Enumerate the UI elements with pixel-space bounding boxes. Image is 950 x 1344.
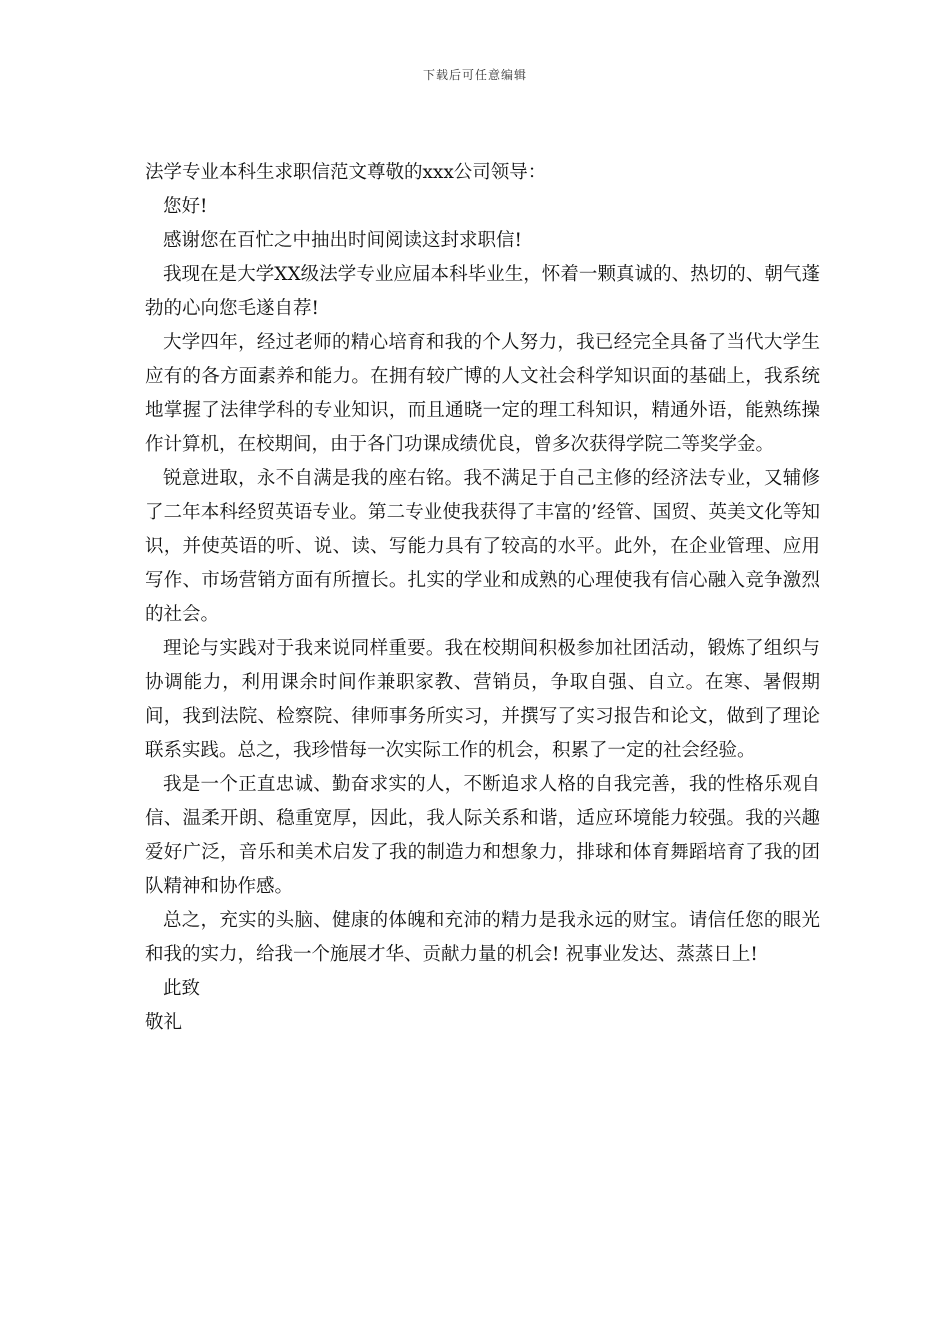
letter-title-line: 法学专业本科生求职信范文尊敬的xxx公司领导： bbox=[145, 162, 547, 183]
letter-paragraph: 锐意进取，永不自满是我的座右铭。我不满足于自己主修的经济法专业，又辅修了二年本科经贸英语专业。第二专业使我获得了丰富的’经管、国贸、英美文化等知识，并使英语的听、说、读、写能力具有了较高的水平。此外，在企业管理、应用写作、市场营销方面有所擅长。扎实的学业和成熟的心理使我有信心融入竞争激烈的社会。 bbox=[145, 468, 820, 625]
letter-paragraph: 我是一个正直忠诚、勤奋求实的人，不断追求人格的自我完善，我的性格乐观自信、温柔开朗、稳重宽厚，因此，我人际关系和谐，适应环境能力较强。我的兴趣爱好广泛，音乐和美术启发了我的制造力和想象力，排球和体育舞蹈培育了我的团队精神和协作感。 bbox=[145, 774, 820, 897]
letter-paragraph: 大学四年，经过老师的精心培育和我的个人努力，我已经完全具备了当代大学生应有的各方面素养和能力。在拥有较广博的人文社会科学知识面的基础上，我系统地掌握了法律学科的专业知识，而且通晓一定的理工科知识，精通外语，能熟练操作计算机，在校期间，由于各门功课成绩优良，曾多次获得学院二等奖学金。 bbox=[145, 332, 820, 455]
letter-greeting: 您好! bbox=[163, 196, 208, 217]
letter-paragraph: 我现在是大学XX级法学专业应届本科毕业生，怀着一颗真诚的、热切的、朝气蓬勃的心向您毛遂自荐! bbox=[145, 264, 820, 319]
letter-body bbox=[145, 156, 820, 1040]
letter-paragraph: 总之，充实的头脑、健康的体魄和充沛的精力是我永远的财宝。请信任您的眼光和我的实力，给我一个施展才华、贡献力量的机会! 祝事业发达、蒸蒸日上! bbox=[145, 910, 820, 965]
letter-salute: 敬礼 bbox=[145, 1012, 183, 1033]
letter-paragraph: 感谢您在百忙之中抽出时间阅读这封求职信! bbox=[163, 230, 522, 251]
page-header: 下载后可任意编辑 bbox=[422, 68, 527, 82]
letter-closing: 此致 bbox=[163, 978, 201, 999]
letter-paragraph: 理论与实践对于我来说同样重要。我在校期间积极参加社团活动，锻炼了组织与协调能力，利用课余时间作兼职家教、营销员，争取自强、自立。在寒、暑假期间，我到法院、检察院、律师事务所实习，并撰写了实习报告和论文，做到了理论联系实践。总之，我珍惜每一次实际工作的机会，积累了一定的社会经验。 bbox=[145, 638, 820, 761]
